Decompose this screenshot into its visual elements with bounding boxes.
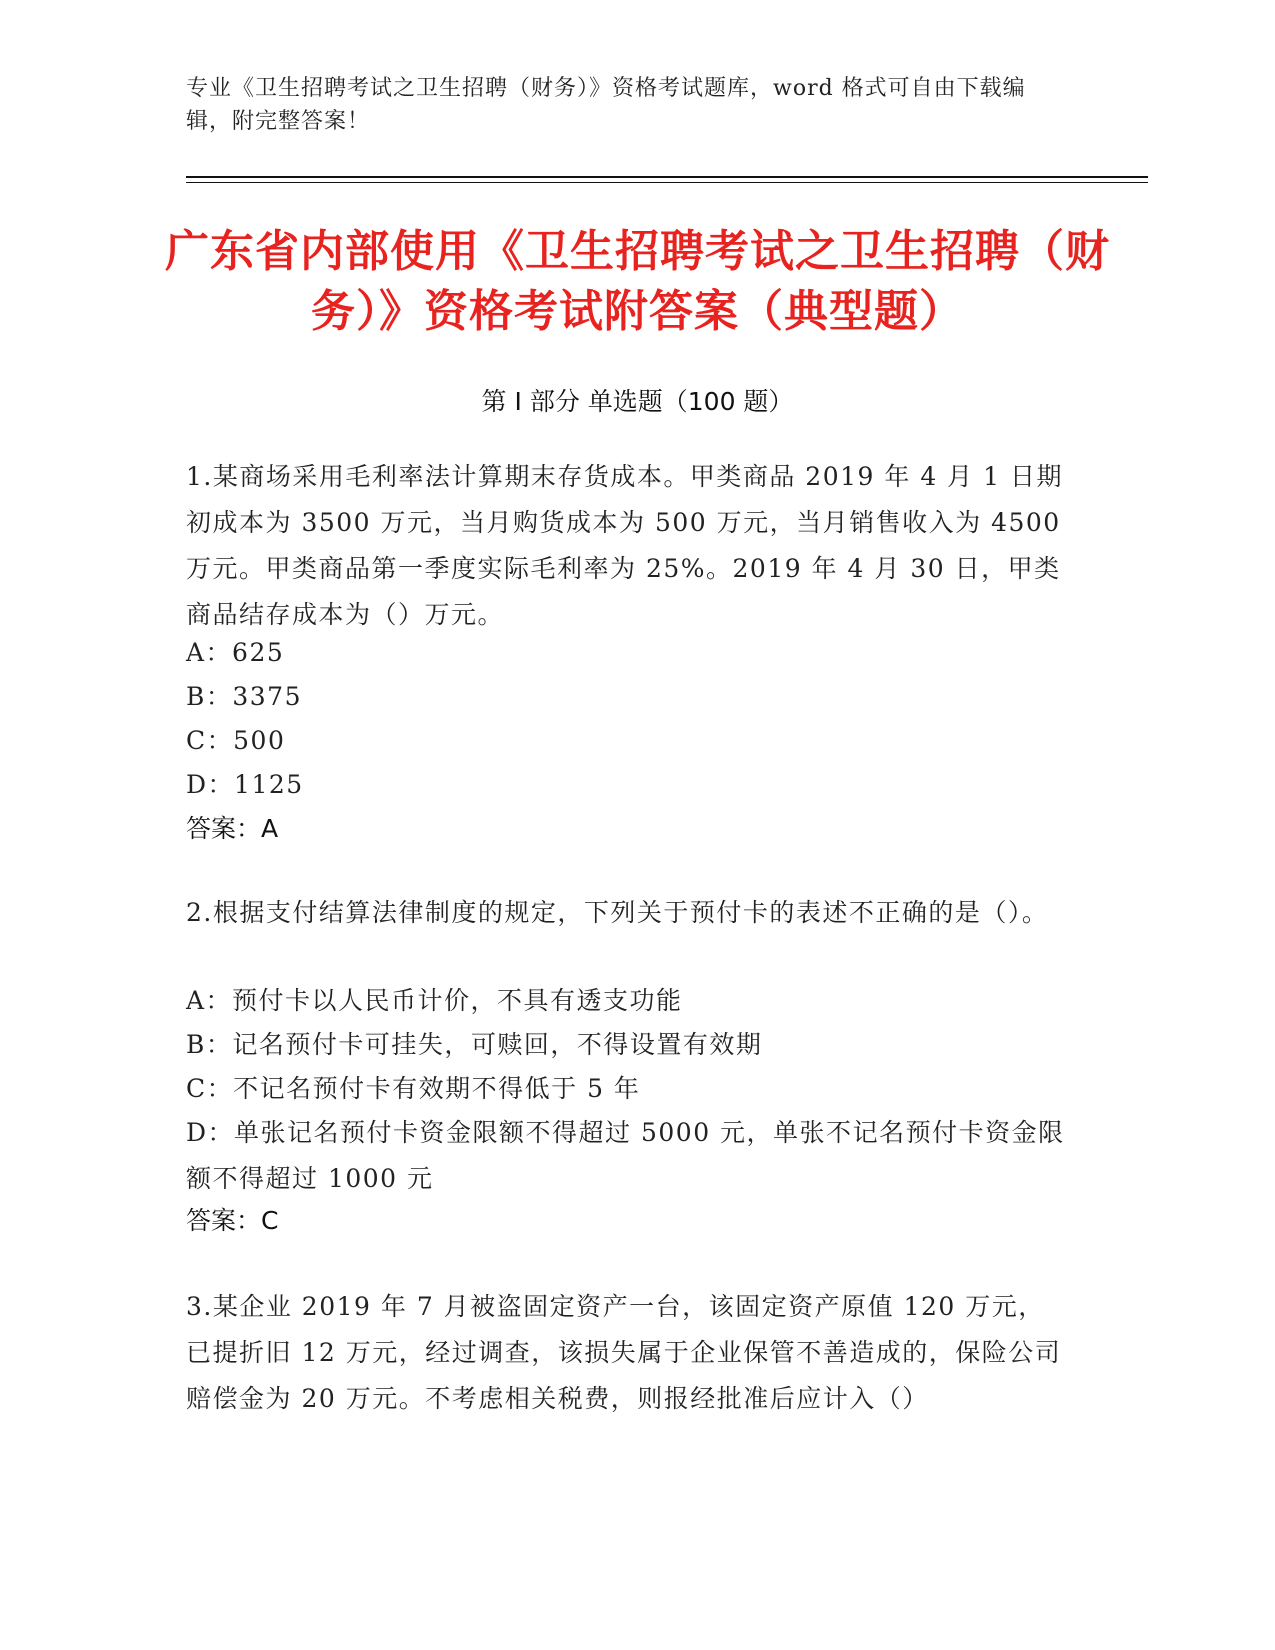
question-2-option-a: A：预付卡以人民币计价，不具有透支功能 [186,986,683,1015]
question-2-option-d: D：单张记名预付卡资金限额不得超过 5000 元，单张不记名预付卡资金限额不得超过 1000 元 [186,1118,1065,1193]
document-title: 广东省内部使用《卫生招聘考试之卫生招聘（财务）》资格考试附答案（典型题） [165,226,1110,337]
question-3-text: 3.某企业 2019 年 7 月被盗固定资产一台，该固定资产原值 120 万元，已提折旧 12 万元，经过调查，该损失属于企业保管不善造成的，保险公司赔偿金为 20 万元。不考虑相关税费，则报经批准后应计入（） [186,1292,1062,1413]
header-note: 专业《卫生招聘考试之卫生招聘（财务）》资格考试题库，word 格式可自由下载编辑，附完整答案！ [186,76,1026,134]
section-title: 第 I 部分 单选题（100 题） [481,387,794,416]
question-2-option-c: C：不记名预付卡有效期不得低于 5 年 [186,1074,641,1103]
question-2-answer: 答案：C [186,1206,279,1235]
question-1-option-d: D：1125 [186,770,304,799]
question-1-text: 1.某商场采用毛利率法计算期末存货成本。甲类商品 2019 年 4 月 1 日期初成本为 3500 万元，当月购货成本为 500 万元，当月销售收入为 4500 万元。甲类商品第一季度实际毛利率为 25%。2019 年 4 月 30 日，甲类商品结存成本为（）万元。 [186,462,1063,629]
question-1-option-b: B：3375 [186,682,302,711]
header-divider [186,176,1148,178]
question-2-text: 2.根据支付结算法律制度的规定，下列关于预付卡的表述不正确的是（）。 [186,898,1049,927]
question-1-option-a: A：625 [186,638,285,667]
question-2-option-b: B：记名预付卡可挂失，可赎回，不得设置有效期 [186,1030,763,1059]
question-1-option-c: C：500 [186,726,286,755]
header-divider-thin [186,182,1148,183]
question-1-answer: 答案：A [186,814,279,843]
